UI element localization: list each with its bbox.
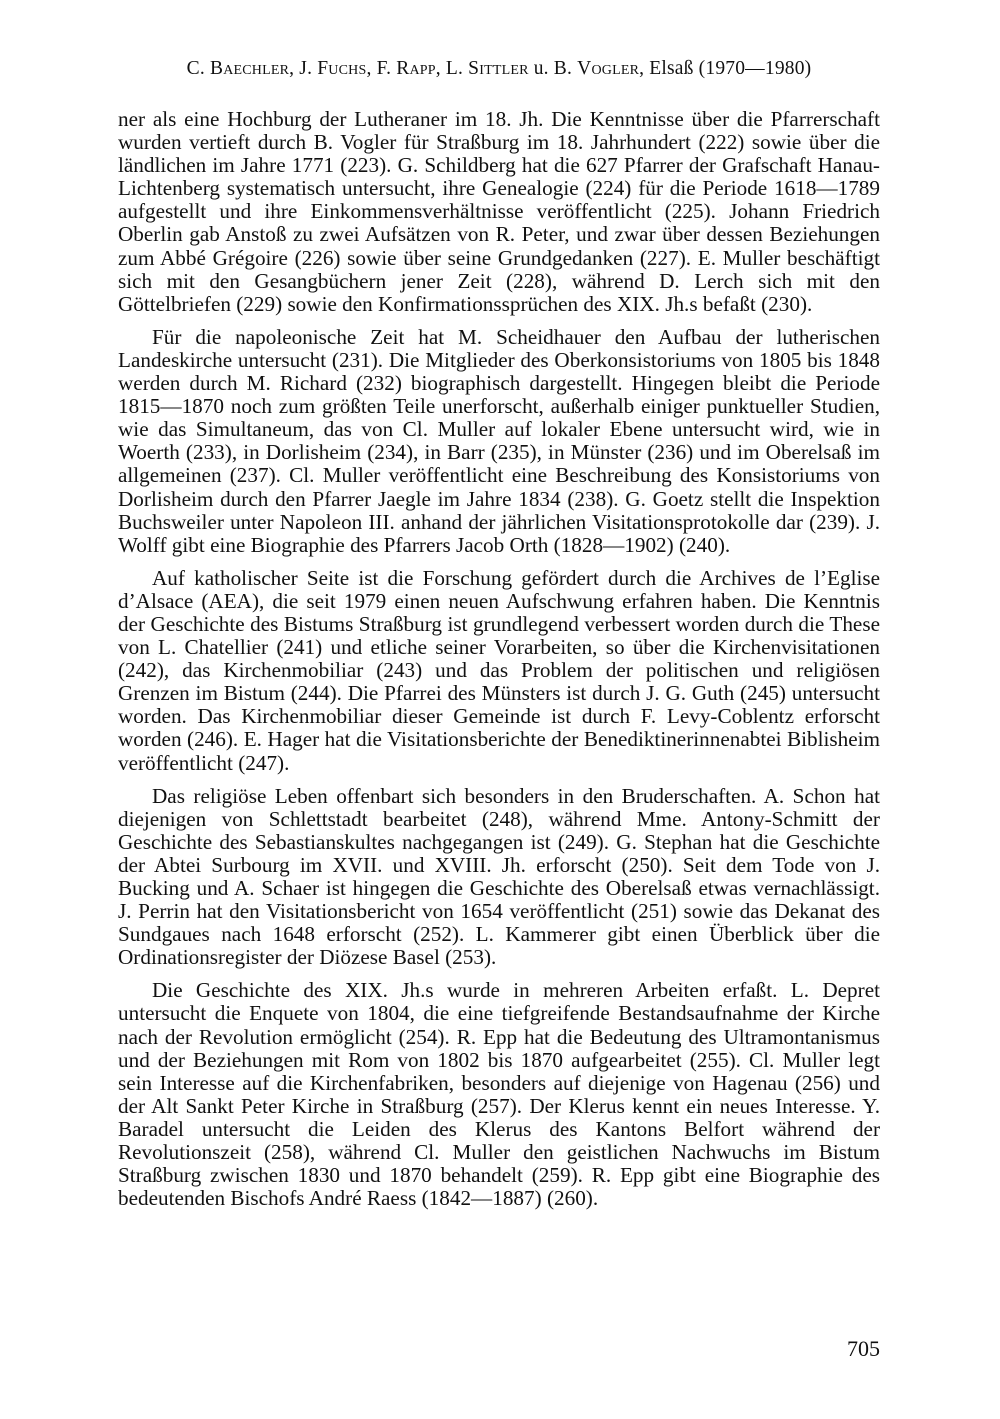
author-surname: Vogler (577, 58, 640, 79)
paragraph: ner als eine Hochburg der Lutheraner im 18. Jh. Die Kenntnisse über die Pfarrerschaft wurden vertieft durch B. Vogler für Straßburg im 18. Jahrhundert (222) sowie über die ländlichen im Jahre 1771 (223). G. Schildberg hat die 627 Pfarrer der Grafschaft Hanau-Lichtenberg systematisch untersucht, ihre Genealogie (224) für die Periode 1618—1789 aufgestellt und ihre Einkommensverhältnisse veröffentlicht (225). Johann Friedrich Oberlin gab Anstoß zu zwei Aufsätzen von R. Peter, und zwar über dessen Beziehungen zum Abbé Grégoire (226) sowie über seine Grundgedanken (227). E. Muller beschäftigt sich mit den Gesangbüchern jener Zeit (228), während D. Lerch sich mit den Göttelbriefen (229) sowie den Konfirmationssprüchen des XIX. Jh.s befaßt (230). (118, 107, 880, 316)
author-surname: Rapp (396, 58, 436, 79)
paragraph: Auf katholischer Seite ist die Forschung gefördert durch die Archives de l’Eglise d’Alsace (AEA), die seit 1979 einen neuen Aufschwung erfahren haben. Die Kenntnis der Geschichte des Bistums Straßburg ist grundlegend verbessert worden durch die These von L. Chatellier (241) und etliche seiner Vorarbeiten, so über die Kirchenvisitationen (242), das Kirchenmobiliar (243) und das Problem der politischen und religiösen Grenzen im Bistum (244). Die Pfarrei des Münsters ist durch J. G. Guth (245) untersucht worden. Das Kirchenmobiliar dieser Gemeinde ist durch F. Levy-Coblentz erforscht worden (246). E. Hager hat die Visitationsberichte der Benediktinerinnenabtei Biblisheim veröffentlicht (247). (118, 565, 880, 775)
page-number: 705 (847, 1336, 880, 1361)
body-text (118, 108, 880, 1220)
running-header (118, 58, 880, 80)
author-initial: C. (186, 58, 210, 79)
paragraph: Für die napoleonische Zeit hat M. Scheidhauer den Aufbau der lutherischen Landeskirche untersucht (231). Die Mitglieder des Oberkonsistoriums von 1805 bis 1848 werden durch M. Richard (232) biographisch dargestellt. Hingegen bleibt die Periode 1815—1870 noch zum größten Teile unerforscht, außerhalb einiger punktueller Studien, wie das Simultaneum, das von Cl. Muller auf lokaler Ebene untersucht wird, wie in Woerth (233), in Dorlisheim (234), in Barr (235), in Münster (236) und im Oberelsaß im allgemeinen (237). Cl. Muller veröffentlicht eine Beschreibung des Konsistoriums von Dorlisheim durch den Pfarrer Jaegle im Jahre 1834 (238). G. Goetz stellt die Inspektion Buchsweiler unter Napoleon III. anhand der jährlichen Visitationsprotokolle dar (239). J. Wolff gibt eine Biographie des Pfarrers Jacob Orth (1828—1902) (240). (118, 324, 880, 557)
author-initial: , L. (435, 58, 469, 79)
author-surname: Fuchs (317, 58, 367, 79)
author-surname: Baechler (209, 58, 290, 79)
paragraph: Das religiöse Leben offenbart sich besonders in den Bruderschaften. A. Schon hat diejenigen von Schlettstadt bearbeitet (248), während Mme. Antony-Schmitt der Geschichte des Sebastianskultes nachgegangen ist (249). G. Stephan hat die Geschichte der Abtei Surbourg im XVII. und XVIII. Jh. erforscht (250). Seit dem Tode von J. Bucking und A. Schaer ist hingegen die Geschichte des Oberelsaß etwas vernachlässigt. J. Perrin hat den Visitationsbericht von 1654 veröffentlicht (251) sowie das Dekanat des Sundgaues nach 1648 erforscht (252). L. Kammerer gibt einen Überblick über die Ordinationsregister der Diözese Basel (253). (118, 783, 880, 970)
paragraph: Die Geschichte des XIX. Jh.s wurde in mehreren Arbeiten erfaßt. L. Depret untersucht die Enquete von 1804, die eine tiefgreifende Bestandsaufnahme der Kirche nach der Revolution ermöglicht (254). R. Epp hat die Bedeutung des Ultramontanismus und der Beziehungen mit Rom von 1802 bis 1870 aufgearbeitet (255). Cl. Muller legt sein Interesse auf die Kirchenfabriken, besonders auf diejenige von Hagenau (256) und der Alt Sankt Peter Kirche in Straßburg (257). Der Klerus kennt ein neues Interesse. Y. Baradel untersucht die Leiden des Klerus des Kantons Belfort während der Revolutionszeit (258), während Cl. Muller den geistlichen Nachwuchs im Bistum Straßburg zwischen 1830 und 1870 behandelt (259). R. Epp gibt eine Biographie des bedeutenden Bischofs André Raess (1842—1887) (260). (118, 978, 880, 1211)
author-surname: Sittler (468, 58, 529, 79)
author-initial: u. B. (528, 58, 578, 79)
header-title: , Elsaß (1970—1980) (639, 58, 812, 79)
author-initial: , J. (289, 58, 318, 79)
author-initial: , F. (366, 58, 397, 79)
